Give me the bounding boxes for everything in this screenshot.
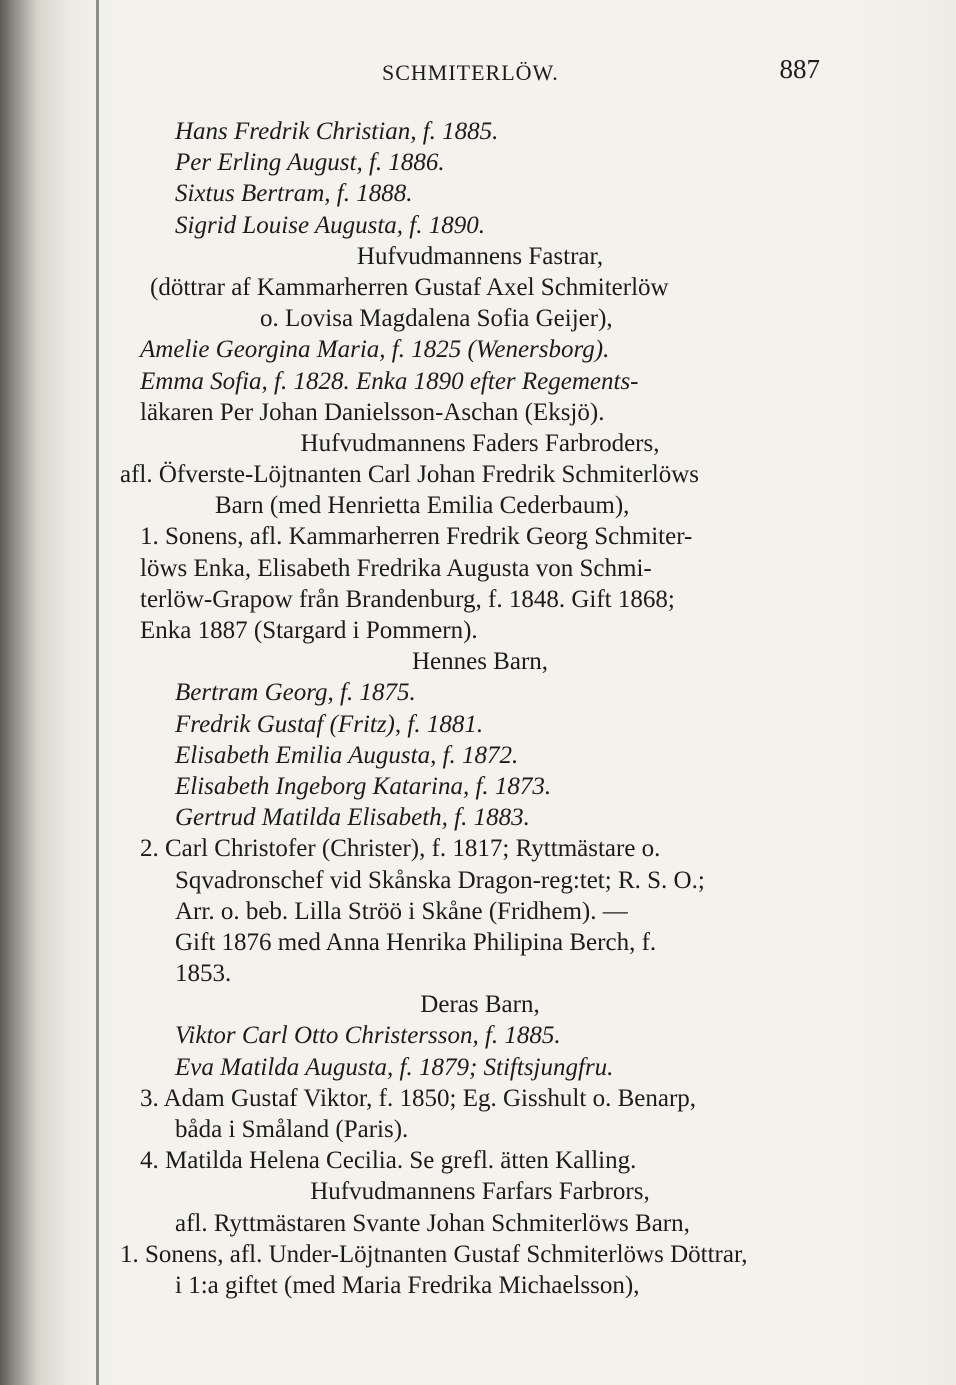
- text-line: Gertrud Matilda Elisabeth, f. 1883.: [175, 804, 530, 832]
- text-line: Sixtus Bertram, f. 1888.: [175, 180, 413, 208]
- text-line: afl. Öfverste-Löjtnanten Carl Johan Fredrik Schmiterlöws: [120, 461, 700, 489]
- text-line: 1. Sonens, afl. Kammarherren Fredrik Georg Schmiter-: [140, 523, 693, 551]
- text-line: Eva Matilda Augusta, f. 1879; Stiftsjungfru.: [175, 1053, 614, 1081]
- text-line: Elisabeth Ingeborg Katarina, f. 1873.: [175, 772, 552, 800]
- text-line: Gift 1876 med Anna Henrika Philipina Berch, f.: [175, 928, 657, 956]
- binding-edge: [96, 0, 99, 1385]
- section-heading: Hufvudmannens Faders Farbroders,: [300, 429, 660, 457]
- text-line: (döttrar af Kammarherren Gustaf Axel Schmiterlöw: [150, 273, 669, 301]
- text-line: terlöw-Grapow från Brandenburg, f. 1848. Gift 1868;: [140, 585, 675, 613]
- section-heading: Hufvudmannens Fastrar,: [356, 242, 604, 270]
- text-line: Sigrid Louise Augusta, f. 1890.: [175, 211, 485, 239]
- section-heading: Hennes Barn,: [411, 648, 549, 676]
- text-line: läkaren Per Johan Danielsson-Aschan (Eksjö).: [140, 398, 605, 426]
- text-line: båda i Småland (Paris).: [175, 1116, 409, 1143]
- text-line: Enka 1887 (Stargard i Pommern).: [140, 617, 478, 644]
- page-number: 887: [779, 54, 820, 84]
- text-line: Elisabeth Emilia Augusta, f. 1872.: [175, 741, 519, 769]
- right-margin-shade: [840, 0, 956, 1385]
- text-line: 2. Carl Christofer (Christer), f. 1817; Ryttmästare o.: [140, 835, 661, 863]
- text-line: o. Lovisa Magdalena Sofia Geijer),: [260, 305, 613, 333]
- text-line: Viktor Carl Otto Christersson, f. 1885.: [175, 1022, 561, 1050]
- page-header: [120, 54, 840, 94]
- text-line: 1853.: [175, 960, 232, 988]
- text-line: Bertram Georg, f. 1875.: [175, 679, 416, 707]
- text-line: 1. Sonens, afl. Under-Löjtnanten Gustaf Schmiterlöws Döttrar,: [120, 1240, 748, 1268]
- text-line: Arr. o. beb. Lilla Ströö i Skåne (Fridhem). —: [175, 897, 628, 925]
- text-line: Barn (med Henrietta Emilia Cederbaum),: [215, 492, 630, 520]
- text-line: afl. Ryttmästaren Svante Johan Schmiterlöws Barn,: [175, 1209, 690, 1237]
- running-head: SCHMITERLÖW.: [382, 60, 559, 85]
- text-line: löws Enka, Elisabeth Fredrika Augusta von Schmi-: [140, 554, 652, 582]
- text-line: Emma Sofia, f. 1828. Enka 1890 efter Regements-: [140, 367, 639, 395]
- text-line: Per Erling August, f. 1886.: [175, 149, 445, 177]
- text-line: i 1:a giftet (med Maria Fredrika Michaelsson),: [175, 1271, 640, 1299]
- book-page: [120, 0, 840, 1385]
- text-line: Sqvadronschef vid Skånska Dragon-reg:tet; R. S. O.;: [175, 866, 705, 894]
- text-line: 3. Adam Gustaf Viktor, f. 1850; Eg. Gisshult o. Benarp,: [140, 1084, 697, 1112]
- text-line: Amelie Georgina Maria, f. 1825 (Wenersborg).: [140, 336, 610, 364]
- page-body: [120, 116, 840, 1301]
- text-line: Fredrik Gustaf (Fritz), f. 1881.: [175, 710, 484, 738]
- text-line: Hans Fredrik Christian, f. 1885.: [175, 118, 499, 145]
- book-binding-shadow: [0, 0, 120, 1385]
- section-heading: Deras Barn,: [420, 991, 540, 1019]
- section-heading: Hufvudmannens Farfars Farbrors,: [310, 1178, 650, 1206]
- text-line: 4. Matilda Helena Cecilia. Se grefl. ätten Kalling.: [140, 1147, 637, 1175]
